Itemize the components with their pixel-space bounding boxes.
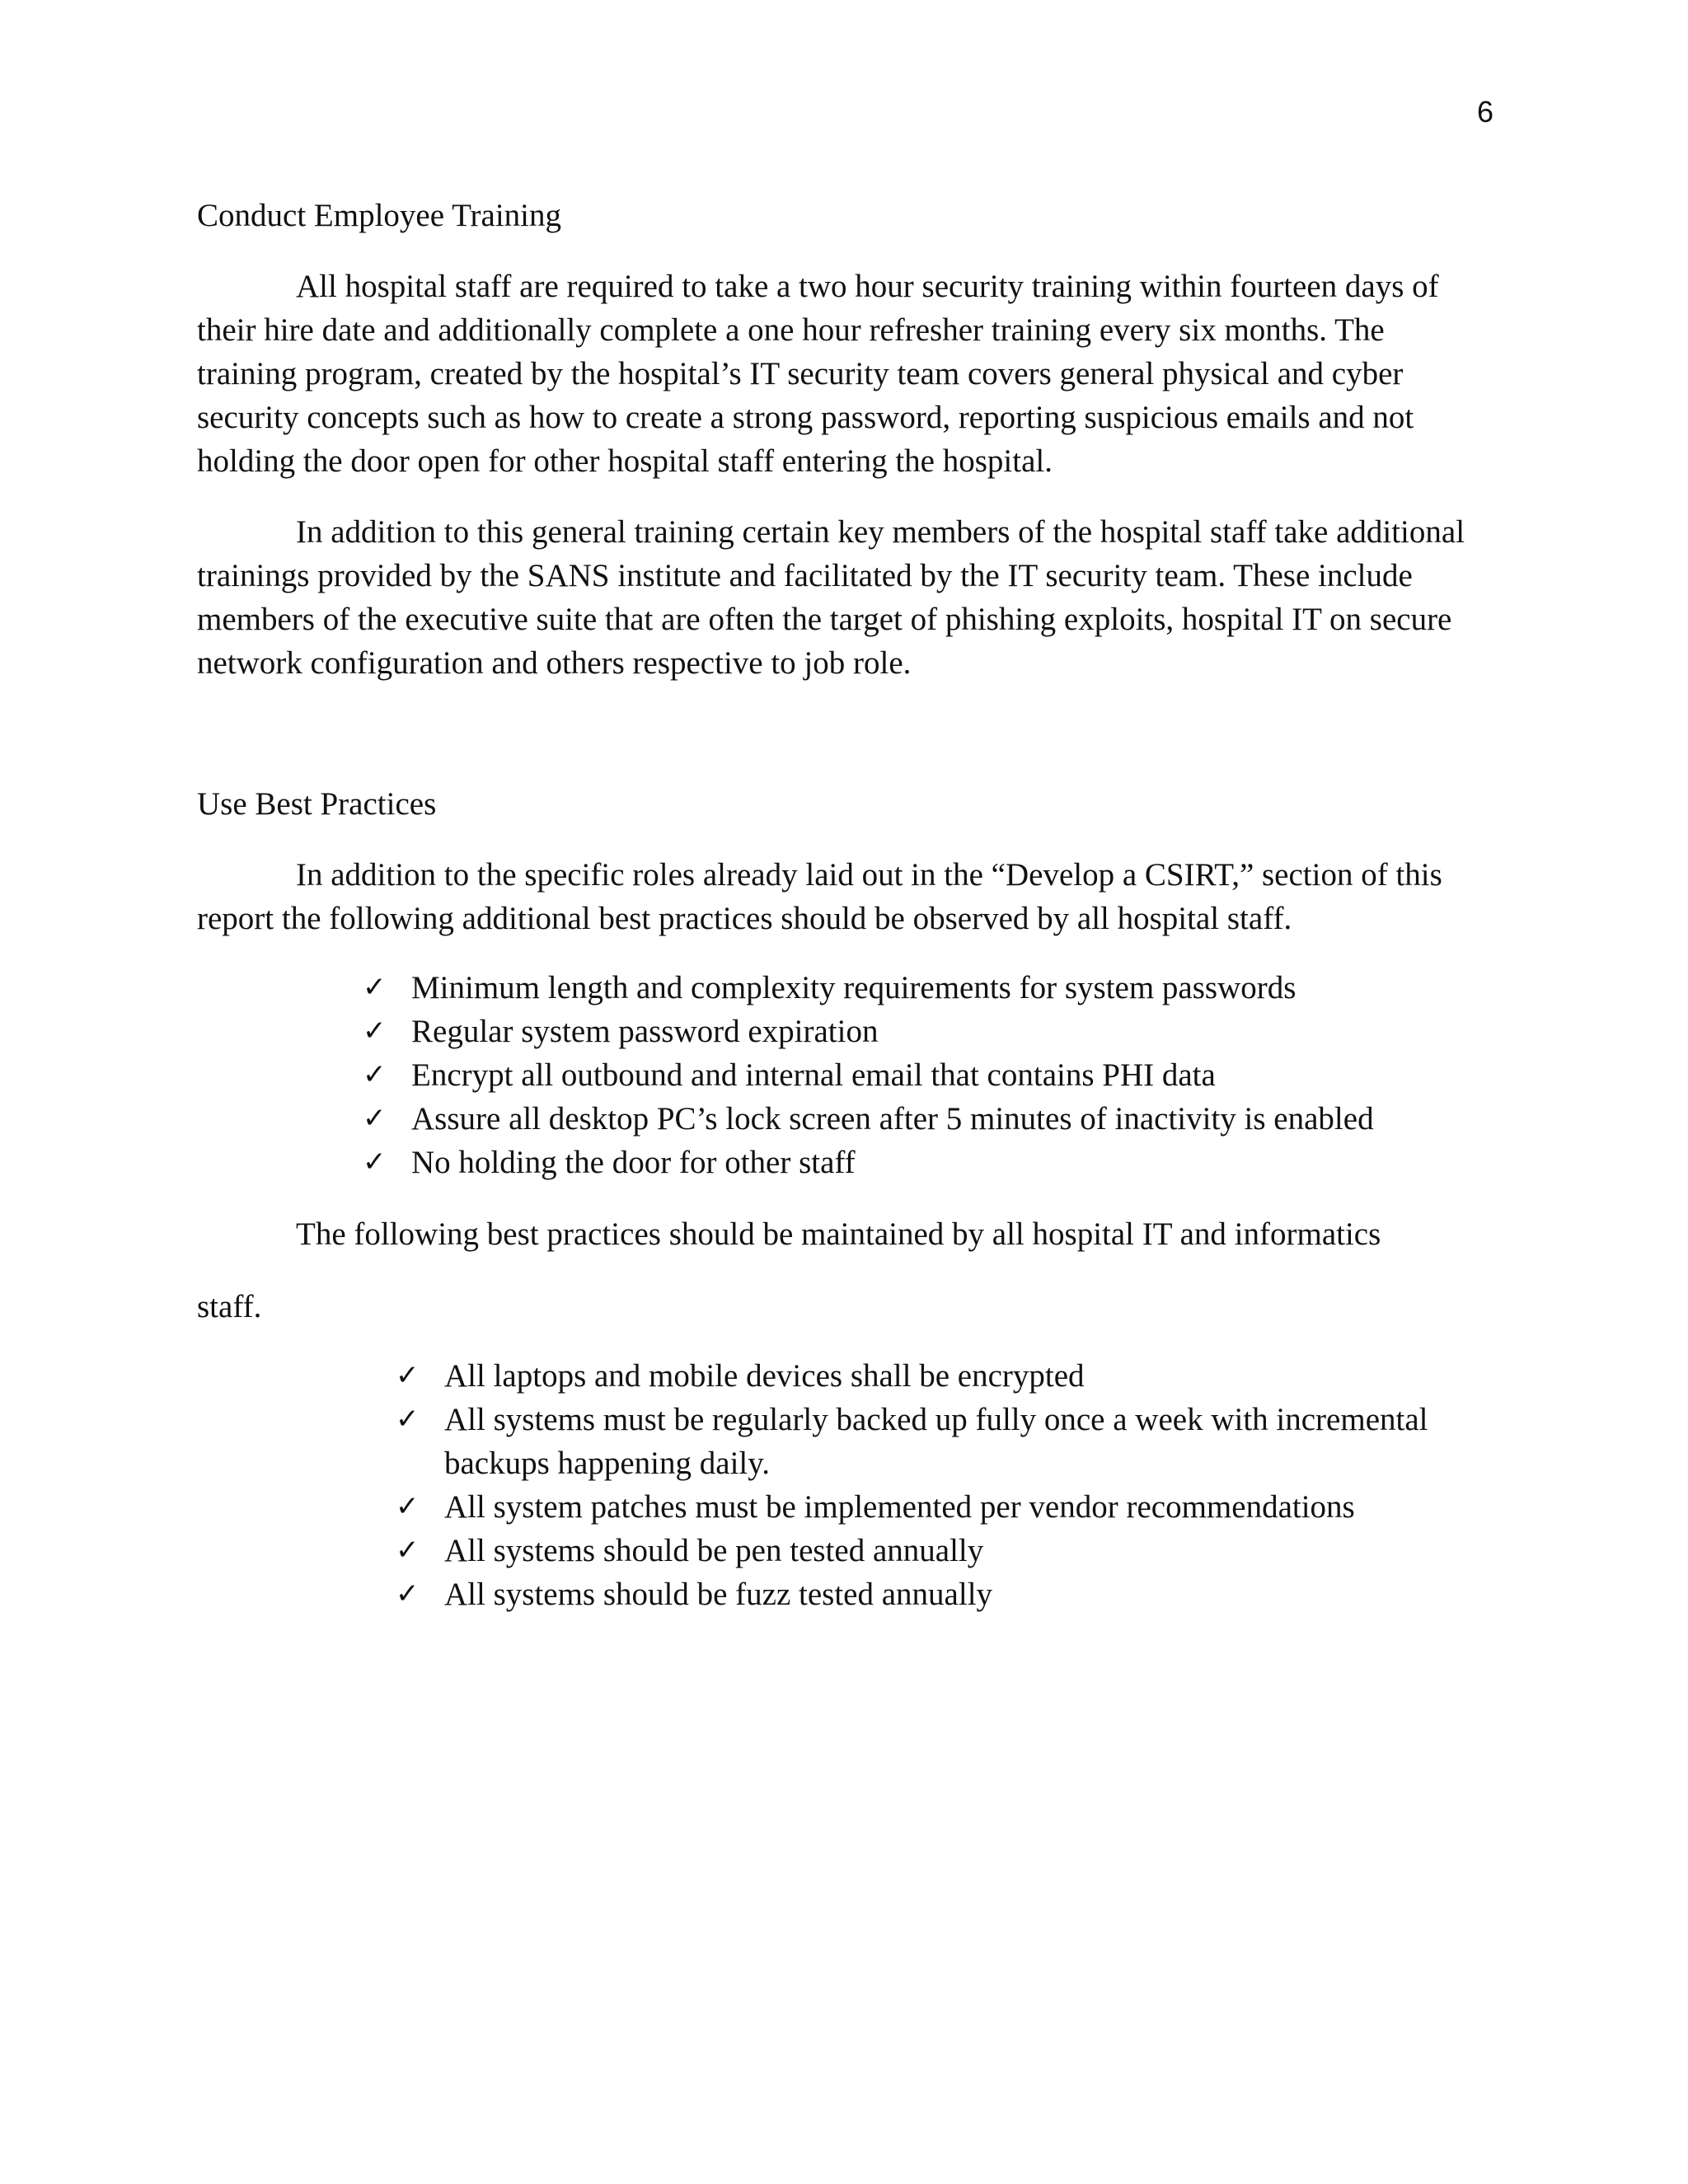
check-mark-icon: ✓ bbox=[363, 1146, 387, 1179]
paragraph-text: The following best practices should be maintained by all hospital IT and informatics bbox=[296, 1216, 1381, 1252]
list-item-text: Assure all desktop PC’s lock screen after 5 minutes of inactivity is enabled bbox=[411, 1101, 1374, 1137]
check-mark-icon: ✓ bbox=[396, 1534, 420, 1567]
paragraph-training-requirements bbox=[197, 265, 1484, 483]
check-mark-icon: ✓ bbox=[363, 971, 387, 1004]
list-item-text: All systems should be fuzz tested annually bbox=[444, 1577, 993, 1612]
list-item bbox=[363, 1053, 1484, 1097]
list-item-text: Minimum length and complexity requirements for system passwords bbox=[411, 970, 1296, 1005]
list-item-text: All system patches must be implemented per vendor recommendations bbox=[444, 1489, 1355, 1525]
list-item bbox=[396, 1398, 1484, 1485]
list-item-text: All laptops and mobile devices shall be encrypted bbox=[444, 1358, 1085, 1394]
paragraph-text: In addition to this general training certain key members of the hospital staff take additional trainings provided by the SANS institute and facilitated by the IT security team. These include members of the executive suite that are often the target of phishing exploits, hospital IT on secure network configuration and others respective to job role. bbox=[197, 514, 1465, 681]
list-item bbox=[396, 1572, 1484, 1616]
paragraph-text: All hospital staff are required to take a two hour security training within fourteen days of their hire date and additionally complete a one hour refresher training every six months. The training program, created by the hospital’s IT security team covers general physical and cyber security concepts such as how to create a strong password, reporting suspicious emails and not holding the door open for other hospital staff entering the hospital. bbox=[197, 269, 1439, 479]
list-item bbox=[363, 1141, 1484, 1184]
it-best-practices-list bbox=[396, 1354, 1484, 1616]
list-item-text: No holding the door for other staff bbox=[411, 1145, 856, 1180]
check-mark-icon: ✓ bbox=[396, 1577, 420, 1610]
section-heading-employee-training: Conduct Employee Training bbox=[197, 198, 561, 233]
check-mark-icon: ✓ bbox=[363, 1015, 387, 1047]
check-mark-icon: ✓ bbox=[396, 1359, 420, 1392]
page-number: 6 bbox=[1476, 95, 1493, 129]
list-item bbox=[396, 1485, 1484, 1529]
list-item bbox=[363, 966, 1484, 1010]
list-item-text: All systems must be regularly backed up fully once a week with incremental backups happening daily. bbox=[444, 1402, 1428, 1481]
staff-best-practices-list bbox=[363, 966, 1484, 1184]
paragraph-text: In addition to the specific roles already laid out in the “Develop a CSIRT,” section of this report the following additional best practices should be observed by all hospital staff. bbox=[197, 857, 1442, 936]
check-mark-icon: ✓ bbox=[396, 1490, 420, 1523]
check-mark-icon: ✓ bbox=[396, 1403, 420, 1436]
list-item-text: All systems should be pen tested annually bbox=[444, 1533, 984, 1568]
list-item bbox=[363, 1097, 1484, 1141]
section-heading-best-practices: Use Best Practices bbox=[197, 786, 437, 822]
list-item-text: Encrypt all outbound and internal email that contains PHI data bbox=[411, 1057, 1216, 1093]
paragraph-best-practices-intro bbox=[197, 853, 1484, 940]
paragraph-it-intro bbox=[197, 1212, 1484, 1256]
check-mark-icon: ✓ bbox=[363, 1102, 387, 1135]
list-item bbox=[396, 1529, 1484, 1572]
list-item bbox=[363, 1010, 1484, 1053]
check-mark-icon: ✓ bbox=[363, 1058, 387, 1091]
paragraph-it-intro-continued: staff. bbox=[197, 1289, 262, 1324]
list-item-text: Regular system password expiration bbox=[411, 1014, 879, 1049]
list-item bbox=[396, 1354, 1484, 1398]
paragraph-additional-trainings bbox=[197, 510, 1484, 685]
